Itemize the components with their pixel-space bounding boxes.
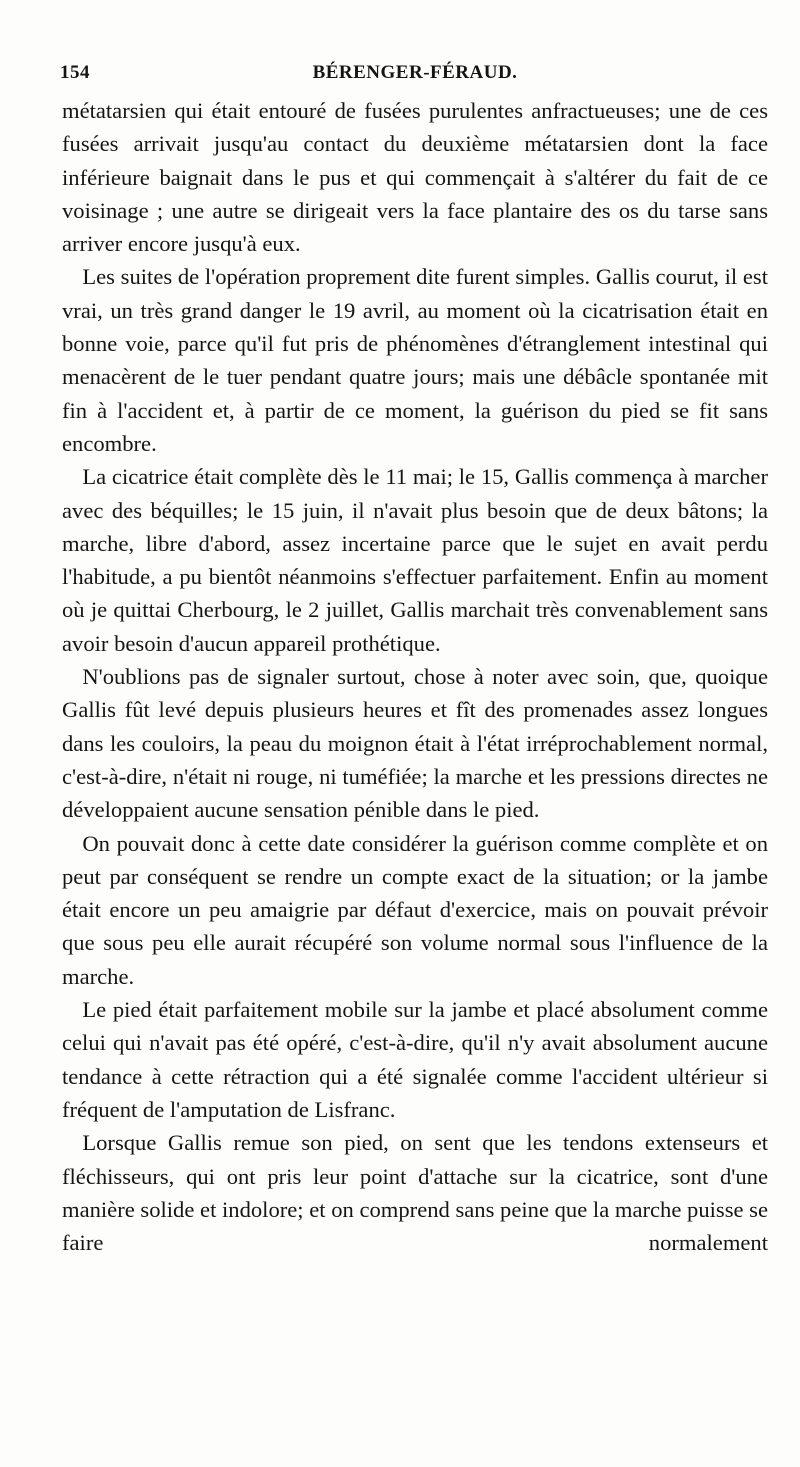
paragraph-5: On pouvait donc à cette date considérer la guérison comme complète et on peut par conséquent se rendre un compte exact de la situation; or la jambe était encore un peu amaigrie par défaut d'exercice, mais on pouvait prévoir que sous peu elle aurait récupéré son volume normal sous l'influence de la marche.	[62, 830, 768, 989]
body-text	[62, 94, 768, 1259]
page-number: 154	[60, 62, 90, 83]
paragraph-2: Les suites de l'opération proprement dite furent simples. Gallis courut, il est vrai, un très grand danger le 19 avril, au moment où la cicatrisation était en bonne voie, parce qu'il fut pris de phénomènes d'étranglement intestinal qui menacèrent de le tuer pendant quatre jours; mais une débâcle spontanée mit fin à l'accident et, à partir de ce moment, la guérison du pied se fit sans encombre.	[62, 264, 768, 456]
paragraph-7: Lorsque Gallis remue son pied, on sent que les tendons extenseurs et fléchisseurs, qui ont pris leur point d'attache sur la cicatrice, sont d'une manière solide et indolore; et on comprend sans peine que la marche puisse se faire normalement	[62, 1130, 768, 1256]
paragraph-3: La cicatrice était complète dès le 11 mai; le 15, Gallis commença à marcher avec des béquilles; le 15 juin, il n'avait plus besoin que de deux bâtons; la marche, libre d'abord, assez incertaine parce que le sujet en avait perdu l'habitude, a pu bientôt néanmoins s'effectuer parfaitement. Enfin au moment où je quittai Cherbourg, le 2 juillet, Gallis marchait très convenablement sans avoir besoin d'aucun appareil prothétique.	[62, 464, 768, 656]
paragraph-6: Le pied était parfaitement mobile sur la jambe et placé absolument comme celui qui n'avait pas été opéré, c'est-à-dire, qu'il n'y avait absolument aucune tendance à cette rétraction qui a été signalée comme l'accident ultérieur si fréquent de l'amputation de Lisfranc.	[62, 997, 768, 1122]
paragraph-4: N'oublions pas de signaler surtout, chose à noter avec soin, que, quoique Gallis fût levé depuis plusieurs heures et fît des promenades assez longues dans les couloirs, la peau du moignon était à l'état irréprochablement normal, c'est-à-dire, n'était ni rouge, ni tuméfiée; la marche et les pressions directes ne développaient aucune sensation pénible dans le pied.	[62, 664, 768, 823]
running-head	[60, 62, 770, 86]
paragraph-1: métatarsien qui était entouré de fusées purulentes anfractueuses; une de ces fusées arrivait jusqu'au contact du deuxième métatarsien dont la face inférieure baignait dans le pus et qui commençait à s'altérer du fait de ce voisinage ; une autre se dirigeait vers la face plantaire des os du tarse sans arriver encore jusqu'à eux.	[62, 98, 768, 257]
running-title: BÉRENGER-FÉRAUD.	[312, 62, 518, 83]
